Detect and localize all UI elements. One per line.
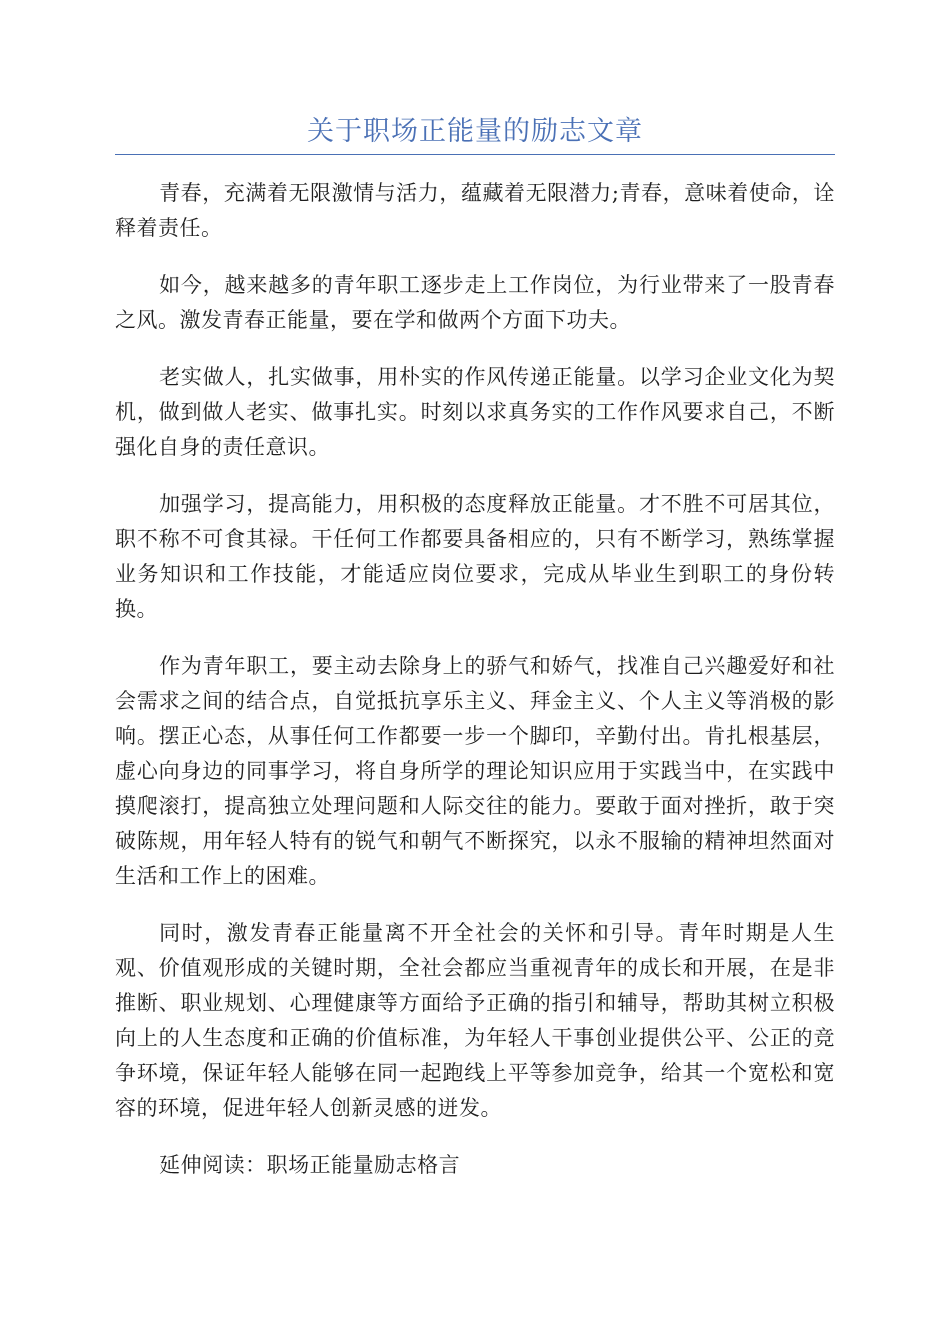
extended-reading-line: 延伸阅读：职场正能量励志格言 [159, 1153, 461, 1177]
document-title: 关于职场正能量的励志文章 [307, 116, 643, 147]
document-body [115, 176, 835, 1205]
paragraph-6: 同时，激发青春正能量离不开全社会的关怀和引导。青年时期是人生观、价值观形成的关键时期，全社会都应当重视青年的成长和开展，在是非推断、职业规划、心理健康等方面给予正确的指引和辅导，帮助其树立积极向上的人生态度和正确的价值标准，为年轻人干事创业提供公平、公正的竞争环境，保证年轻人能够在同一起跑线上平等参加竞争，给其一个宽松和宽容的环境，促进年轻人创新灵感的迸发。 [115, 921, 835, 1120]
paragraph-1: 青春，充满着无限激情与活力，蕴藏着无限潜力;青春，意味着使命，诠释着责任。 [115, 181, 835, 240]
paragraph-2: 如今，越来越多的青年职工逐步走上工作岗位，为行业带来了一股青春之风。激发青春正能量，要在学和做两个方面下功夫。 [115, 273, 835, 332]
title-underline [115, 154, 835, 155]
paragraph-5: 作为青年职工，要主动去除身上的骄气和娇气，找准自己兴趣爱好和社会需求之间的结合点，自觉抵抗享乐主义、拜金主义、个人主义等消极的影响。摆正心态，从事任何工作都要一步一个脚印，辛勤付出。肯扎根基层，虚心向身边的同事学习，将自身所学的理论知识应用于实践当中，在实践中摸爬滚打，提高独立处理问题和人际交往的能力。要敢于面对挫折，敢于突破陈规，用年轻人特有的锐气和朝气不断探究，以永不服输的精神坦然面对生活和工作上的困难。 [115, 654, 835, 888]
paragraph-4: 加强学习，提高能力，用积极的态度释放正能量。才不胜不可居其位，职不称不可食其禄。干任何工作都要具备相应的，只有不断学习，熟练掌握业务知识和工作技能，才能适应岗位要求，完成从毕业生到职工的身份转换。 [115, 492, 835, 621]
paragraph-3: 老实做人，扎实做事，用朴实的作风传递正能量。以学习企业文化为契机，做到做人老实、做事扎实。时刻以求真务实的工作作风要求自己，不断强化自身的责任意识。 [115, 365, 835, 459]
title-block [115, 112, 835, 155]
